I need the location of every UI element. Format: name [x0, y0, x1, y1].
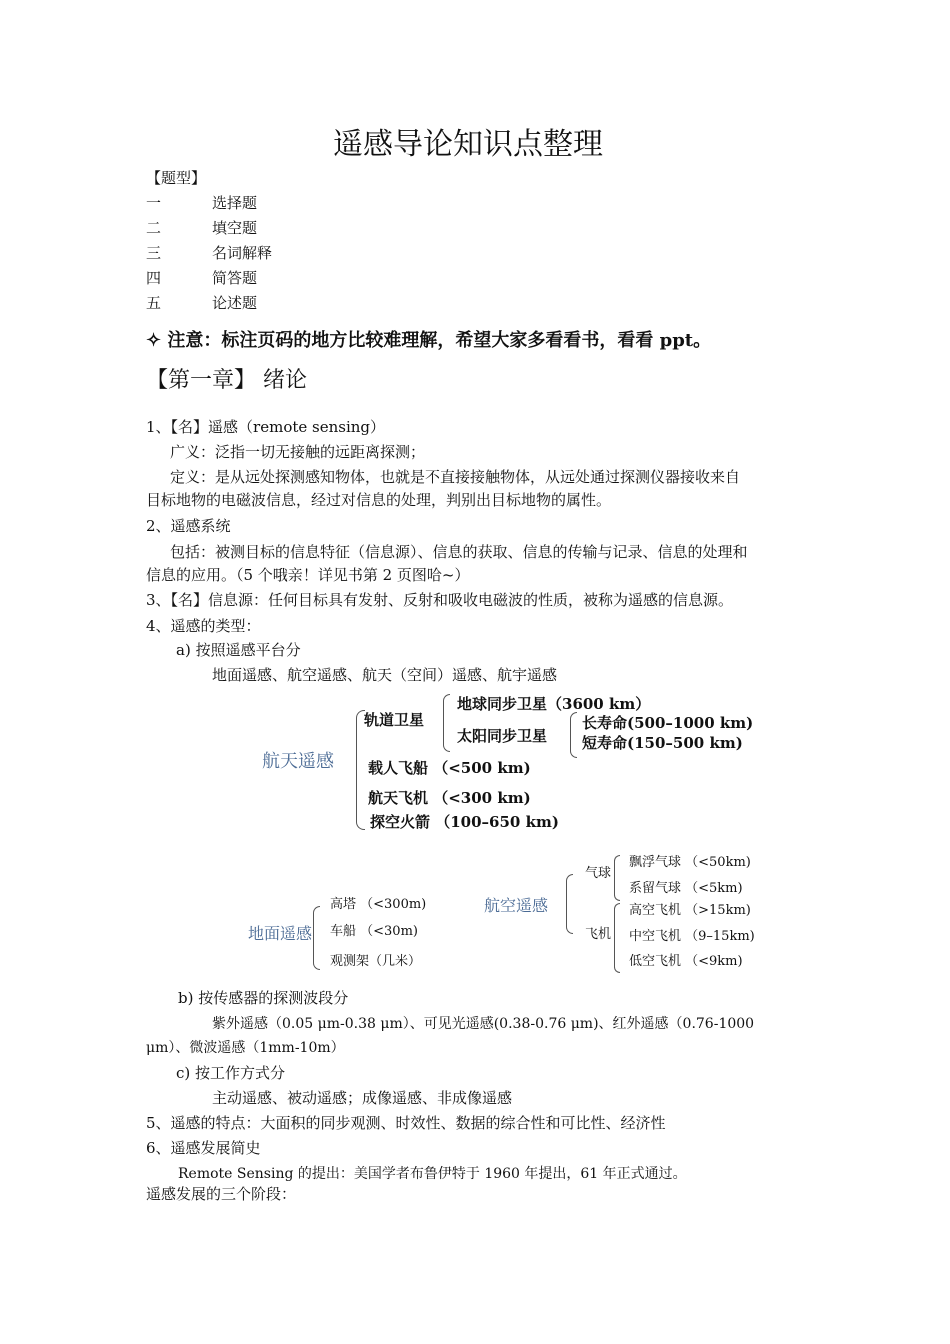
type-label: 论述题	[212, 294, 258, 312]
doc-title: 遥感导论知识点整理	[333, 127, 603, 162]
diagram-node: 系留气球 （<5km)	[629, 881, 743, 896]
text-line: 5、遥感的特点：大面积的同步观测、时效性、数据的综合性和可比性、经济性	[146, 1114, 666, 1132]
diagram-root: 航天遥感	[262, 751, 334, 772]
type-num: 二	[146, 219, 162, 237]
diagram-node: 中空飞机 （9–15km)	[629, 929, 755, 944]
diagram-root: 航空遥感	[484, 896, 549, 915]
text-line: c) 按工作方式分	[176, 1064, 286, 1082]
chapter-heading: 【第一章】 绪论	[146, 368, 307, 393]
type-num: 四	[146, 269, 162, 287]
text-line: 3、【名】信息源：任何目标具有发射、反射和吸收电磁波的性质，被称为遥感的信息源。	[146, 591, 734, 609]
text-line: 广义：泛指一切无接触的远距离探测；	[170, 443, 426, 461]
diagram-node: 车船 （<30m)	[330, 924, 418, 939]
text-line: 目标地物的电磁波信息，经过对信息的处理，判别出目标地物的属性。	[146, 491, 612, 509]
type-num: 五	[146, 294, 162, 312]
text-line: 信息的应用。（5 个哦亲！详见书第 2 页图哈~）	[146, 566, 470, 584]
diagram-node: 航天飞机 （<300 km)	[368, 789, 531, 807]
diagram-node: 轨道卫星	[364, 711, 425, 729]
diagram-node: 探空火箭 （100–650 km)	[370, 813, 559, 831]
type-num: 一	[146, 194, 162, 212]
types-header: 【题型】	[146, 169, 207, 187]
text-line: 6、遥感发展简史	[146, 1139, 261, 1157]
diagram-node: 高空飞机 （>15km)	[629, 903, 751, 918]
text-line: 定义：是从远处探测感知物体，也就是不直接接触物体，从远处通过探测仪器接收来自	[170, 468, 741, 486]
diagram-node: 长寿命(500–1000 km)	[582, 714, 754, 732]
diagram-node: 飘浮气球 （<50km)	[629, 855, 751, 870]
diagram-node: 地球同步卫星（3600 km）	[457, 695, 651, 713]
diagram-node: 飞机	[585, 927, 612, 942]
text-line: a) 按照遥感平台分	[176, 641, 301, 659]
text-line: 主动遥感、被动遥感；成像遥感、非成像遥感	[212, 1089, 513, 1107]
diagram-node: 低空飞机 （<9km)	[629, 954, 743, 969]
diagram-node: 太阳同步卫星	[457, 727, 548, 745]
text-line: Remote Sensing 的提出：美国学者布鲁伊特于 1960 年提出，61 年正式通过。	[178, 1166, 687, 1182]
text-line: 1、【名】遥感（remote sensing）	[146, 418, 386, 436]
diagram-node: 观测架（几米）	[330, 954, 422, 969]
notice: ✧ 注意：标注页码的地方比较难理解，希望大家多看看书，看看 ppt。	[146, 330, 712, 351]
diagram-node: 载人飞船 （<500 km)	[368, 759, 531, 777]
text-line: μm）、微波遥感（1mm-10m）	[146, 1040, 345, 1056]
text-line: 2、遥感系统	[146, 517, 231, 535]
text-line: 地面遥感、航空遥感、航天（空间）遥感、航宇遥感	[212, 666, 558, 684]
type-label: 简答题	[212, 269, 258, 287]
diagram-node: 气球	[585, 866, 612, 881]
type-label: 名词解释	[212, 244, 273, 262]
text-line: 紫外遥感（0.05 μm-0.38 μm）、可见光遥感(0.38-0.76 μm)、红外遥感（0.76-1000	[212, 1016, 755, 1032]
diagram-root: 地面遥感	[248, 924, 313, 943]
type-num: 三	[146, 244, 162, 262]
type-label: 填空题	[212, 219, 258, 237]
text-line: b) 按传感器的探测波段分	[178, 989, 349, 1007]
diagram-node: 短寿命(150–500 km)	[582, 734, 743, 752]
text-line: 包括：被测目标的信息特征（信息源）、信息的获取、信息的传输与记录、信息的处理和	[170, 543, 748, 561]
diagram-node: 高塔 （<300m)	[330, 897, 427, 912]
type-label: 选择题	[212, 194, 258, 212]
text-line: 4、遥感的类型：	[146, 617, 261, 635]
text-line: 遥感发展的三个阶段：	[146, 1185, 297, 1203]
